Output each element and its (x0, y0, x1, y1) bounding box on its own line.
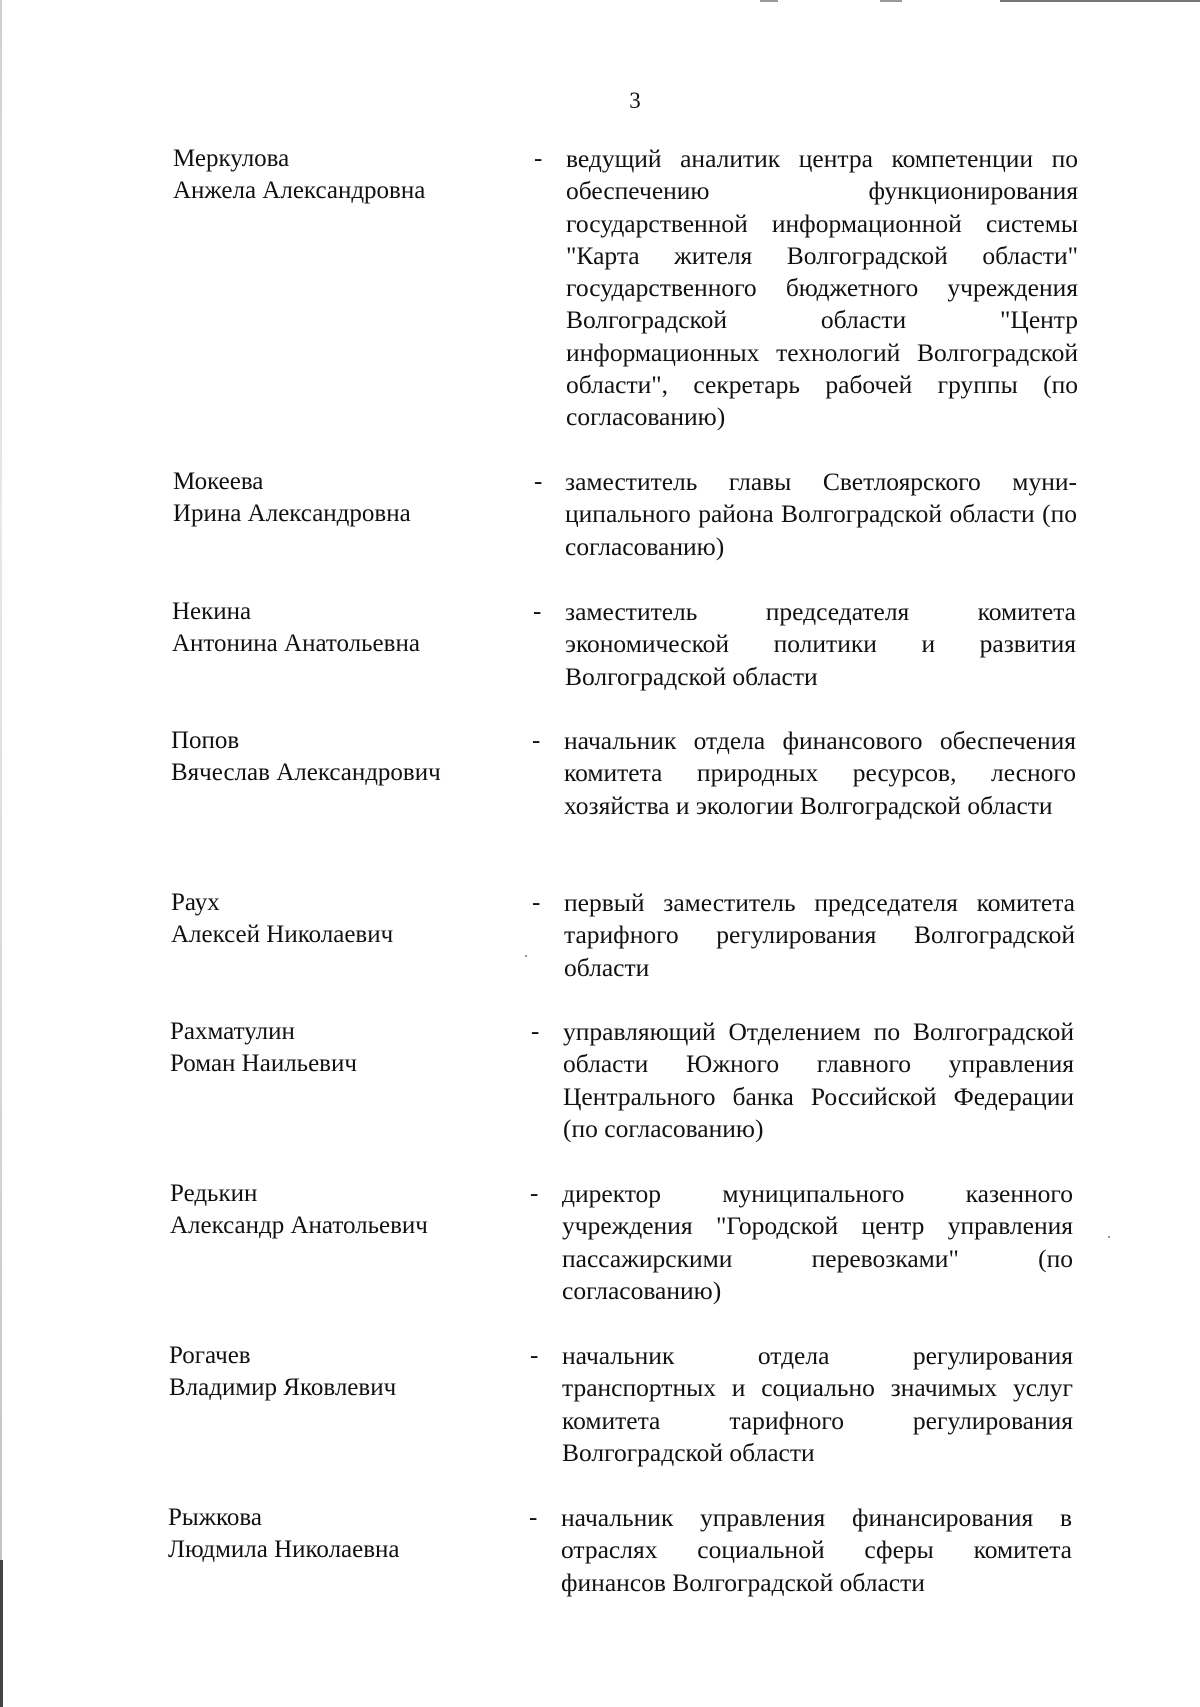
member-dash: - (531, 1018, 540, 1045)
scan-speck (1108, 1236, 1110, 1238)
member-role: заместитель главы Светлоярского муниципального района Волгоградской области (по согласованию) (565, 467, 1077, 561)
member-dash: - (534, 145, 543, 172)
member-surname: Некина (172, 598, 252, 625)
member-dash: - (529, 1504, 538, 1531)
member-surname: Попов (171, 727, 240, 754)
member-name (173, 143, 425, 207)
member-role: начальник отдела регулирования транспортных и социально значимых услуг комитета тарифного регулирования Волгоградской области (562, 1341, 1073, 1467)
member-given-names: Александр Анатольевич (170, 1212, 428, 1239)
member-given-names: Алексей Николаевич (171, 921, 394, 948)
member-surname: Меркулова (173, 145, 290, 172)
member-surname: Рогачев (169, 1342, 251, 1369)
member-role: первый заместитель председателя комитета тарифного регулирования Волгоградской области (564, 888, 1075, 982)
member-dash: - (533, 598, 542, 625)
scan-speck (525, 955, 527, 957)
member-dash: - (530, 1342, 539, 1369)
member-given-names: Владимир Яковлевич (169, 1374, 397, 1401)
member-surname: Рахматулин (170, 1018, 295, 1045)
member-name (173, 466, 411, 530)
member-given-names: Антонина Анатольевна (172, 630, 420, 657)
member-role: ведущий аналитик центра компетенции по обеспечению функционирования государственной информационной системы "Карта жителя Волгоградской области" государственного бюджетного учреждения Волгоградской области "Центр информационных технологий Волгоградской области", секретарь рабочей группы (по согласованию) (566, 144, 1078, 432)
member-name (169, 1340, 396, 1404)
member-dash: - (532, 727, 541, 754)
scan-left-edge-shadow (0, 1560, 3, 1707)
member-role: управляющий Отделением по Волгоградской области Южного главного управления Центрального банка Российской Федерации (по согласованию) (563, 1017, 1074, 1143)
member-surname: Мокеева (173, 468, 264, 495)
member-given-names: Ирина Александровна (173, 500, 411, 527)
scan-top-mark (760, 0, 778, 2)
member-name (171, 725, 441, 789)
member-name (170, 1016, 357, 1080)
member-dash: - (532, 889, 541, 916)
member-name (170, 1178, 428, 1242)
member-role: начальник управления финансирования в отраслях социальной сферы комитета финансов Волгоградской области (561, 1503, 1072, 1597)
member-given-names: Анжела Александровна (173, 177, 426, 204)
member-role: директор муниципального казенного учреждения "Городской центр управления пассажирскими перевозками" (по согласованию) (562, 1179, 1073, 1305)
member-given-names: Вячеслав Александрович (171, 759, 441, 786)
scan-top-mark (880, 0, 902, 2)
member-role: заместитель председателя комитета экономической политики и развития Волгоградской области (565, 597, 1076, 691)
member-name (172, 596, 420, 660)
member-surname: Раух (171, 889, 220, 916)
member-dash: - (530, 1180, 539, 1207)
member-role: начальник отдела финансового обеспечения комитета природных ресурсов, лесного хозяйства и экологии Волгоградской области (564, 726, 1076, 820)
scan-left-edge (0, 0, 2, 1707)
scan-top-rule (1000, 0, 1200, 2)
member-name (171, 887, 393, 951)
member-name (168, 1502, 400, 1566)
member-surname: Редькин (170, 1180, 258, 1207)
member-dash: - (534, 468, 543, 495)
member-surname: Рыжкова (168, 1504, 262, 1531)
member-given-names: Роман Наильевич (170, 1050, 357, 1077)
member-given-names: Людмила Николаевна (168, 1536, 400, 1563)
page-number: 3 (629, 88, 641, 113)
